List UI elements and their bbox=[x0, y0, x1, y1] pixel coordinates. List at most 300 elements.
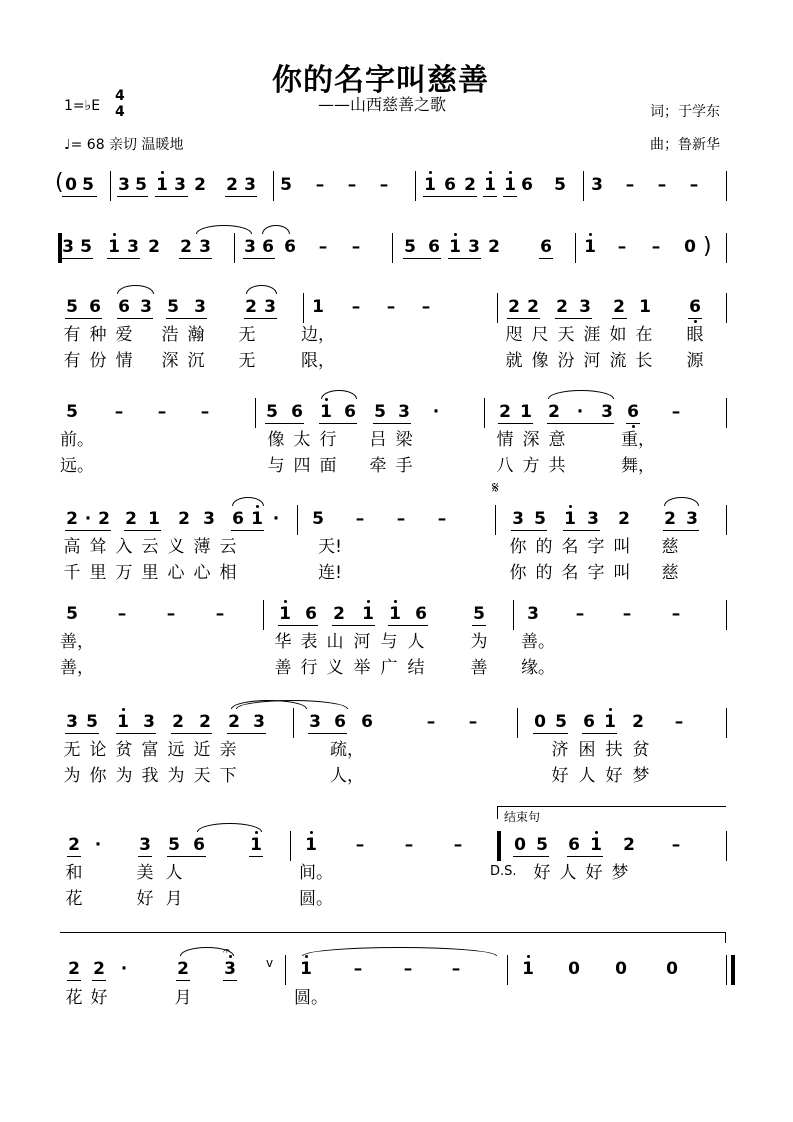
note: 0 bbox=[534, 712, 546, 732]
dash-note: – bbox=[625, 175, 635, 195]
ending-label: 结束句 bbox=[504, 810, 541, 824]
dash-note: – bbox=[671, 604, 681, 624]
slur-arc bbox=[302, 947, 497, 956]
note: 3 bbox=[601, 402, 613, 422]
lyric-char: 善 bbox=[470, 658, 488, 678]
lyric-char: 月 bbox=[174, 988, 192, 1008]
lyric-char: 近 bbox=[193, 740, 211, 760]
octave-dot bbox=[509, 171, 512, 174]
note: 1 bbox=[604, 712, 616, 732]
note: 2 bbox=[333, 604, 345, 624]
dash-note: – bbox=[200, 402, 210, 422]
lyric-char: 像 bbox=[531, 351, 549, 371]
dash-note: – bbox=[421, 297, 431, 317]
note: 2 bbox=[613, 297, 625, 317]
bar-line bbox=[726, 831, 727, 861]
bar-line bbox=[285, 955, 286, 985]
ds-mark: D.S. bbox=[490, 864, 517, 879]
note: 6 bbox=[89, 297, 101, 317]
note: 5 bbox=[80, 237, 92, 257]
page-title: 你的名字叫慈善 bbox=[272, 63, 489, 98]
note: 2 bbox=[180, 237, 192, 257]
lyric-char: 表 bbox=[300, 632, 318, 652]
lyric-char: 河 bbox=[583, 351, 601, 371]
dash-note: – bbox=[379, 175, 389, 195]
beam-line bbox=[155, 196, 188, 197]
lyric-char: 咫 bbox=[505, 325, 523, 345]
lyric-char: 的 bbox=[535, 537, 553, 557]
lyric-char: 手 bbox=[395, 456, 413, 476]
lyric-char: 天 bbox=[193, 766, 211, 786]
beam-line bbox=[231, 530, 264, 531]
note: 1 bbox=[520, 402, 532, 422]
dash-note: – bbox=[451, 959, 461, 979]
lyric-char: 缘。 bbox=[521, 658, 555, 678]
lyric-char: 无 bbox=[238, 351, 256, 371]
beam-line bbox=[124, 530, 161, 531]
note: 2 bbox=[623, 835, 635, 855]
beam-line bbox=[65, 733, 99, 734]
dash-note: – bbox=[117, 604, 127, 624]
note: 6 bbox=[232, 509, 244, 529]
note: 6 bbox=[540, 237, 552, 257]
bar-line bbox=[726, 171, 727, 201]
time-signature-top: 4 bbox=[115, 88, 125, 104]
lyric-char: 前。 bbox=[60, 430, 94, 450]
lyric-char: 云 bbox=[219, 537, 237, 557]
lyric-char: 举 bbox=[353, 658, 371, 678]
lyric-char: 连! bbox=[318, 563, 342, 583]
lyric-char: 我 bbox=[141, 766, 159, 786]
note: 2 bbox=[68, 959, 80, 979]
note: 6 bbox=[444, 175, 456, 195]
lyric-char: 有 bbox=[63, 325, 81, 345]
octave-dot bbox=[310, 831, 313, 834]
dash-note: – bbox=[468, 712, 478, 732]
note: 2 bbox=[93, 959, 105, 979]
lyric-char: 为 bbox=[115, 766, 133, 786]
lyric-char: 华 bbox=[274, 632, 292, 652]
beam-line bbox=[308, 733, 347, 734]
note: 3 bbox=[587, 509, 599, 529]
octave-dot bbox=[694, 320, 697, 323]
lyric-char: 圆。 bbox=[299, 889, 333, 909]
lyric-char: 人 bbox=[165, 863, 183, 883]
lyric-char: 深 bbox=[522, 430, 540, 450]
lyric-char: 好 bbox=[136, 889, 154, 909]
dash-note: – bbox=[671, 835, 681, 855]
note: 2 bbox=[464, 175, 476, 195]
lyric-char: 天 bbox=[557, 325, 575, 345]
lyric-char: 人 bbox=[578, 766, 596, 786]
lyric-char: 你 bbox=[509, 563, 527, 583]
lyric-char: 疏， bbox=[330, 740, 364, 760]
note: · bbox=[272, 509, 280, 529]
note: 3 bbox=[244, 237, 256, 257]
note: 3 bbox=[527, 604, 539, 624]
bar-line bbox=[726, 398, 727, 428]
slur-arc bbox=[196, 225, 252, 234]
bar-line bbox=[392, 233, 393, 263]
note: 3 bbox=[66, 712, 78, 732]
dash-note: – bbox=[437, 509, 447, 529]
note: 5 bbox=[536, 835, 548, 855]
note: 3 bbox=[143, 712, 155, 732]
note: 0 bbox=[684, 237, 696, 257]
slur-arc bbox=[664, 497, 699, 506]
bar-line bbox=[293, 708, 294, 738]
dash-note: – bbox=[617, 237, 627, 257]
lyric-char: 瀚 bbox=[187, 325, 205, 345]
lyric-char: 情 bbox=[496, 430, 514, 450]
lyric-char: 贫 bbox=[115, 740, 133, 760]
composer: 曲；鲁新华 bbox=[650, 137, 720, 153]
beam-line bbox=[511, 530, 547, 531]
beam-line bbox=[243, 258, 275, 259]
lyric-char: 好 bbox=[90, 988, 108, 1008]
dash-note: – bbox=[453, 835, 463, 855]
lyric-char: 圆。 bbox=[294, 988, 328, 1008]
lyric-char: 种 bbox=[89, 325, 107, 345]
note: 1 bbox=[250, 835, 262, 855]
note: 6 bbox=[291, 402, 303, 422]
lyric-char: 里 bbox=[89, 563, 107, 583]
note: 2 bbox=[66, 509, 78, 529]
note: · bbox=[432, 402, 440, 422]
note: 3 bbox=[512, 509, 524, 529]
lyric-char: 结 bbox=[407, 658, 425, 678]
beam-line bbox=[513, 856, 549, 857]
bar-line bbox=[507, 955, 508, 985]
note: 5 bbox=[312, 509, 324, 529]
beam-line bbox=[166, 318, 207, 319]
lyric-char: 梁 bbox=[395, 430, 413, 450]
dash-note: – bbox=[657, 175, 667, 195]
beam-line bbox=[176, 980, 190, 981]
lyric-char: 耸 bbox=[89, 537, 107, 557]
dash-note: – bbox=[351, 297, 361, 317]
lyric-char: 沉 bbox=[187, 351, 205, 371]
bar-line bbox=[726, 233, 727, 263]
lyric-char: 眼 bbox=[686, 325, 704, 345]
beam-line bbox=[563, 530, 600, 531]
beam-line bbox=[249, 856, 263, 857]
note: 6 bbox=[415, 604, 427, 624]
lyric-char: 人， bbox=[330, 766, 364, 786]
lyric-char: 爱 bbox=[115, 325, 133, 345]
lyric-char: 入 bbox=[115, 537, 133, 557]
octave-dot bbox=[394, 600, 397, 603]
lyric-char: 广 bbox=[380, 658, 398, 678]
open-paren: ( bbox=[55, 170, 64, 195]
bar-line bbox=[575, 233, 576, 263]
lyric-char: 如 bbox=[609, 325, 627, 345]
note: 1 bbox=[522, 959, 534, 979]
note: 6 bbox=[521, 175, 533, 195]
note: 2 bbox=[125, 509, 137, 529]
segno-mark: 𝄋 bbox=[492, 478, 499, 497]
note: 3 bbox=[398, 402, 410, 422]
note: 6 bbox=[568, 835, 580, 855]
tempo-marking: ♩= 68 亲切 温暖地 bbox=[64, 137, 184, 153]
slur-arc bbox=[548, 390, 614, 399]
dash-note: – bbox=[215, 604, 225, 624]
note: 6 bbox=[284, 237, 296, 257]
note: 1 bbox=[312, 297, 324, 317]
note: 3 bbox=[140, 297, 152, 317]
slur-arc bbox=[232, 497, 264, 506]
note: 3 bbox=[244, 175, 256, 195]
note: 2 bbox=[556, 297, 568, 317]
lyric-char: 八 bbox=[496, 456, 514, 476]
octave-dot bbox=[454, 233, 457, 236]
beam-line bbox=[688, 318, 702, 319]
lyric-char: 深 bbox=[161, 351, 179, 371]
note: 2 bbox=[194, 175, 206, 195]
note: 5 bbox=[404, 237, 416, 257]
beam-line bbox=[332, 625, 375, 626]
bar-line bbox=[726, 708, 727, 738]
slur-arc bbox=[117, 285, 154, 294]
octave-dot bbox=[161, 171, 164, 174]
lyric-char: 就 bbox=[505, 351, 523, 371]
bar-line bbox=[297, 505, 298, 535]
lyric-char: 远。 bbox=[60, 456, 94, 476]
coda-bracket bbox=[60, 932, 726, 943]
note: 3 bbox=[468, 237, 480, 257]
lyric-char: 亲 bbox=[219, 740, 237, 760]
bar-line bbox=[263, 600, 264, 630]
slur-arc bbox=[246, 285, 277, 294]
octave-dot bbox=[489, 171, 492, 174]
bar-line bbox=[497, 293, 498, 323]
octave-dot bbox=[589, 233, 592, 236]
note: 1 bbox=[320, 402, 332, 422]
beam-line bbox=[67, 980, 81, 981]
beam-line bbox=[547, 423, 614, 424]
lyric-char: 慈 bbox=[661, 537, 679, 557]
note: 5 bbox=[82, 175, 94, 195]
lyric-char: 字 bbox=[587, 537, 605, 557]
note: 2 bbox=[664, 509, 676, 529]
note: 3 bbox=[62, 237, 74, 257]
note: 3 bbox=[309, 712, 321, 732]
beam-line bbox=[373, 423, 411, 424]
note: 1 bbox=[148, 509, 160, 529]
note: 0 bbox=[514, 835, 526, 855]
note: 1 bbox=[362, 604, 374, 624]
note: 0 bbox=[568, 959, 580, 979]
close-paren: ) bbox=[703, 234, 712, 259]
note: 1 bbox=[156, 175, 168, 195]
bar-line bbox=[513, 600, 514, 630]
beam-line bbox=[223, 980, 237, 981]
lyric-char: 好 bbox=[585, 863, 603, 883]
bar-line bbox=[290, 831, 291, 861]
beam-line bbox=[117, 318, 153, 319]
note: 3 bbox=[199, 237, 211, 257]
beam-line bbox=[319, 423, 357, 424]
note: 2 bbox=[632, 712, 644, 732]
lyric-char: 花 bbox=[65, 988, 83, 1008]
note: 3 bbox=[139, 835, 151, 855]
lyric-char: 舞， bbox=[621, 456, 655, 476]
beam-line bbox=[244, 318, 277, 319]
lyric-char: 好 bbox=[533, 863, 551, 883]
dash-note: – bbox=[651, 237, 661, 257]
lyric-char: 叫 bbox=[613, 563, 631, 583]
note: 5 bbox=[473, 604, 485, 624]
lyric-char: 心 bbox=[193, 563, 211, 583]
lyric-char: 人 bbox=[559, 863, 577, 883]
lyric-char: 在 bbox=[635, 325, 653, 345]
note: 3 bbox=[224, 959, 236, 979]
octave-dot bbox=[609, 708, 612, 711]
lyric-char: 月 bbox=[165, 889, 183, 909]
bar-line bbox=[234, 233, 235, 263]
note: 3 bbox=[686, 509, 698, 529]
octave-dot bbox=[429, 171, 432, 174]
lyric-char: 长 bbox=[635, 351, 653, 371]
subtitle: ——山西慈善之歌 bbox=[318, 95, 447, 114]
lyric-char: 善， bbox=[60, 632, 94, 652]
beam-line bbox=[171, 733, 212, 734]
lyric-char: 牵 bbox=[369, 456, 387, 476]
lyric-char: 字 bbox=[587, 563, 605, 583]
lyric-char: 流 bbox=[609, 351, 627, 371]
beam-line bbox=[612, 318, 627, 319]
note: 2 bbox=[548, 402, 560, 422]
beam-line bbox=[179, 258, 212, 259]
note: 1 bbox=[305, 835, 317, 855]
slur-arc bbox=[197, 823, 262, 832]
beam-line bbox=[278, 625, 318, 626]
lyric-char: 有 bbox=[63, 351, 81, 371]
lyric-char: 无 bbox=[63, 740, 81, 760]
note: 5 bbox=[86, 712, 98, 732]
slur-arc bbox=[321, 390, 357, 399]
octave-dot bbox=[632, 425, 635, 428]
bar-line bbox=[484, 398, 485, 428]
note: 3 bbox=[127, 237, 139, 257]
lyric-char: 重， bbox=[621, 430, 655, 450]
lyric-char: 相 bbox=[219, 563, 237, 583]
note: 3 bbox=[591, 175, 603, 195]
note: 1 bbox=[117, 712, 129, 732]
beam-line bbox=[507, 318, 540, 319]
beam-line bbox=[626, 423, 640, 424]
note: 2 bbox=[527, 297, 539, 317]
note: 1 bbox=[251, 509, 263, 529]
lyric-char: 意 bbox=[548, 430, 566, 450]
beam-line bbox=[92, 980, 106, 981]
note: 6 bbox=[305, 604, 317, 624]
lyric-char: 美 bbox=[136, 863, 154, 883]
lyric-char: 限， bbox=[301, 351, 335, 371]
lyric-char: 你 bbox=[89, 766, 107, 786]
note: 2 bbox=[508, 297, 520, 317]
lyric-char: 源 bbox=[686, 351, 704, 371]
lyric-char: 名 bbox=[561, 563, 579, 583]
note: 6 bbox=[361, 712, 373, 732]
beam-line bbox=[116, 733, 156, 734]
note: 5 bbox=[66, 297, 78, 317]
note: 1 bbox=[389, 604, 401, 624]
dash-note: – bbox=[114, 402, 124, 422]
note: 6 bbox=[627, 402, 639, 422]
beam-line bbox=[498, 423, 533, 424]
bar-line bbox=[497, 831, 501, 861]
beam-line bbox=[567, 856, 603, 857]
bar-line bbox=[110, 171, 111, 201]
lyric-char: 薄 bbox=[193, 537, 211, 557]
lyric-char: 慈 bbox=[661, 563, 679, 583]
note: 3 bbox=[174, 175, 186, 195]
lyric-char: 万 bbox=[115, 563, 133, 583]
bar-line bbox=[415, 171, 416, 201]
beam-line bbox=[403, 258, 441, 259]
octave-dot bbox=[113, 233, 116, 236]
note: 1 bbox=[639, 297, 651, 317]
note: 3 bbox=[194, 297, 206, 317]
bar-line bbox=[583, 171, 584, 201]
lyric-char: 富 bbox=[141, 740, 159, 760]
beam-line bbox=[663, 530, 699, 531]
note: 6 bbox=[583, 712, 595, 732]
note: 2 bbox=[499, 402, 511, 422]
dash-note: – bbox=[353, 959, 363, 979]
beam-line bbox=[62, 196, 97, 197]
breath-mark: v bbox=[266, 956, 274, 970]
note: 6 bbox=[193, 835, 205, 855]
lyric-char: 花 bbox=[65, 889, 83, 909]
lyric-char: 为 bbox=[63, 766, 81, 786]
bar-line bbox=[726, 955, 727, 985]
note: 2 bbox=[177, 959, 189, 979]
beam-line bbox=[448, 258, 481, 259]
beam-line bbox=[582, 733, 617, 734]
lyric-char: 像 bbox=[267, 430, 285, 450]
note: 1 bbox=[564, 509, 576, 529]
lyric-char: 为 bbox=[470, 632, 488, 652]
dash-note: – bbox=[622, 604, 632, 624]
note: 6 bbox=[428, 237, 440, 257]
time-signature-bottom: 4 bbox=[115, 104, 125, 120]
lyric-char: 尺 bbox=[531, 325, 549, 345]
lyric-char: 四 bbox=[293, 456, 311, 476]
bar-line bbox=[255, 398, 256, 428]
lyric-char: 好 bbox=[551, 766, 569, 786]
octave-dot bbox=[284, 600, 287, 603]
dash-note: – bbox=[355, 509, 365, 529]
note: 6 bbox=[262, 237, 274, 257]
dash-note: – bbox=[674, 712, 684, 732]
lyric-char: 共 bbox=[548, 456, 566, 476]
lyric-char: 善， bbox=[60, 658, 94, 678]
lyric-char: 的 bbox=[535, 563, 553, 583]
note: · bbox=[120, 959, 128, 979]
beam-line bbox=[472, 625, 486, 626]
lyric-char: 面 bbox=[319, 456, 337, 476]
lyric-char: 好 bbox=[605, 766, 623, 786]
note: 0 bbox=[615, 959, 627, 979]
note: 1 bbox=[279, 604, 291, 624]
slur-arc bbox=[262, 225, 290, 234]
bar-line bbox=[273, 171, 274, 201]
lyric-char: 下 bbox=[219, 766, 237, 786]
note: 2 bbox=[68, 835, 80, 855]
dash-note: – bbox=[157, 402, 167, 422]
